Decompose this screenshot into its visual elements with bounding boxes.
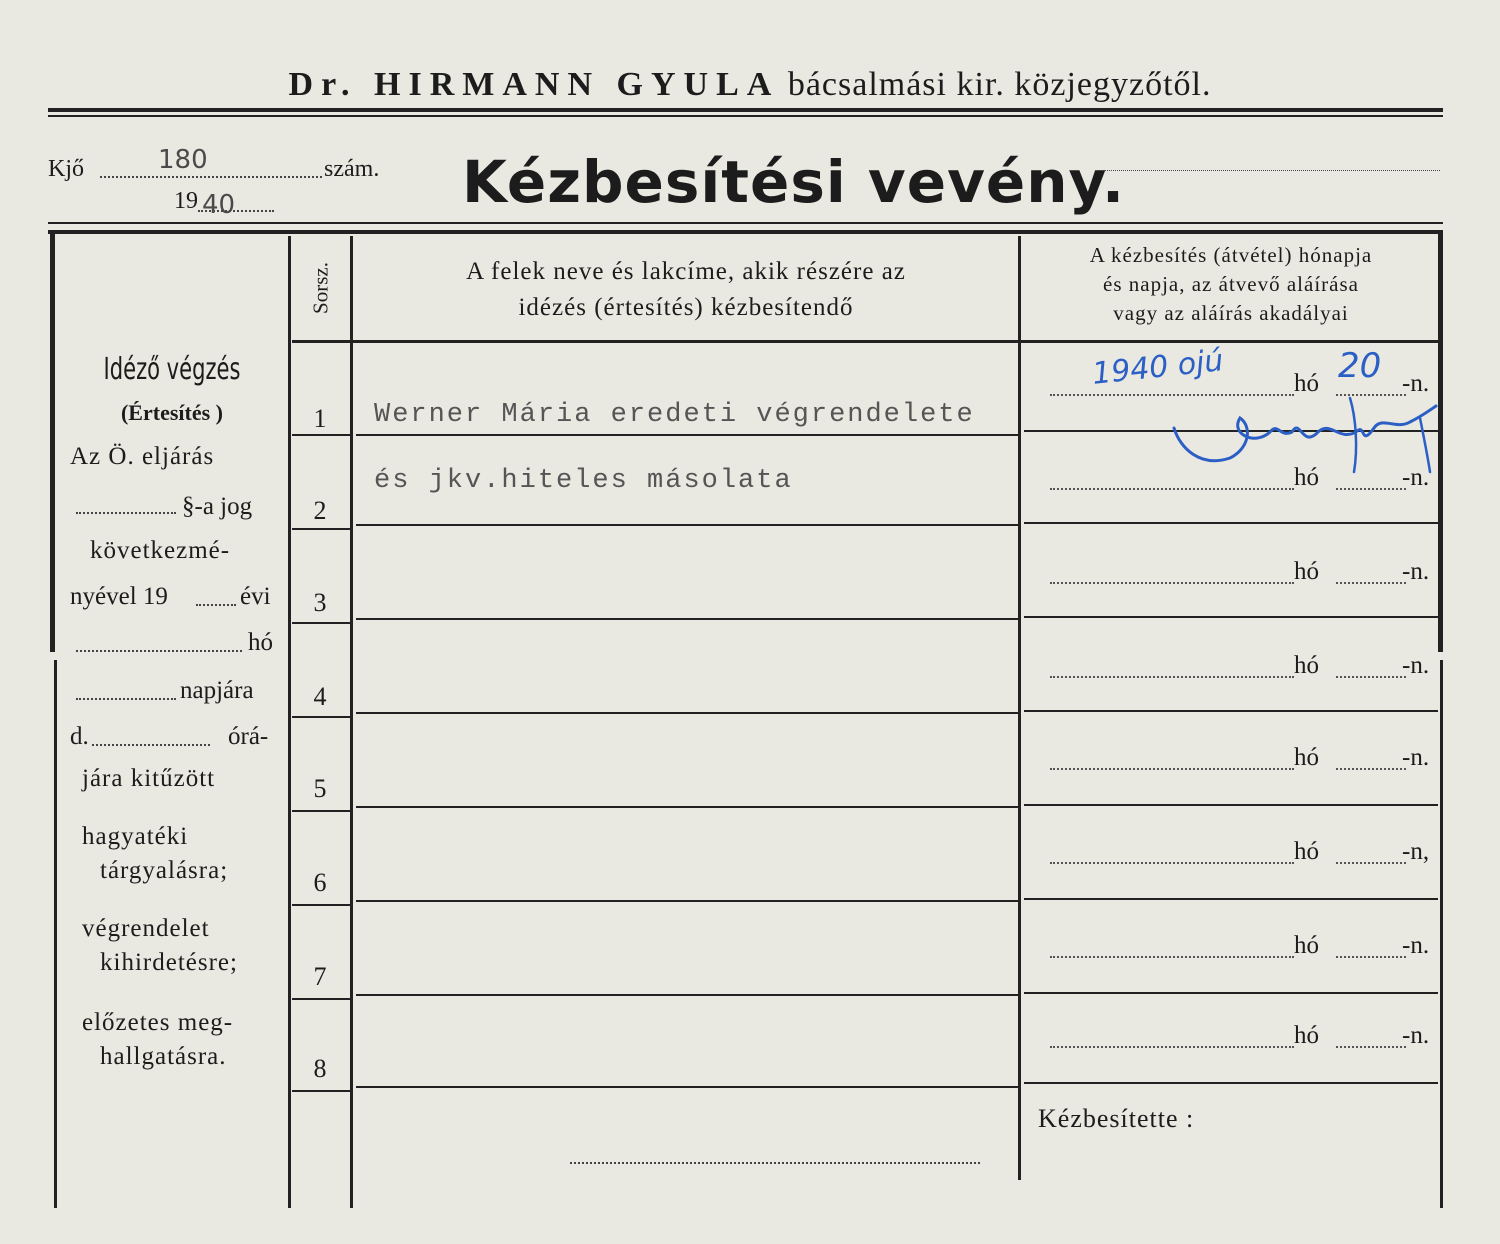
row-number: 6 — [313, 868, 327, 897]
left-line-6: napjára — [180, 677, 254, 704]
names-header-line1: A felek neve és lakcíme, akik részére az — [466, 258, 906, 285]
header-bottom-rule — [292, 340, 1438, 343]
col-sep-2 — [350, 236, 353, 1208]
handwritten-day: 20 — [1338, 346, 1382, 386]
delivery-date-row: hó -n. — [1050, 370, 1440, 402]
footer-signature-dots — [570, 1162, 980, 1164]
left-border-lower — [54, 660, 57, 1208]
row-number: 5 — [313, 774, 327, 803]
left-panel-heading: Idéző végzés — [103, 352, 241, 387]
delivery-date-row: hó -n. — [1050, 558, 1440, 590]
left-line-2: §-a jog — [182, 493, 253, 520]
right-border-lower — [1440, 660, 1443, 1208]
delivery-date-row: hó -n. — [1050, 652, 1440, 684]
left-line-12: kihirdetésre; — [100, 949, 238, 976]
left-line-14: hallgatásra. — [100, 1043, 227, 1070]
row-number: 3 — [313, 588, 327, 617]
left-line-5: hó — [248, 629, 273, 656]
left-line-1: Az Ö. eljárás — [70, 443, 215, 470]
ref-year-prefix: 19 — [174, 188, 198, 214]
delivery-header-line3: vagy az aláírás akadályai — [1113, 301, 1349, 325]
sorsz-header — [296, 240, 346, 336]
typed-entry-line2: és jkv.hiteles másolata — [374, 466, 793, 496]
row-number: 1 — [313, 404, 327, 433]
ref-year: 40 — [202, 190, 236, 220]
names-header — [356, 254, 1016, 326]
delivery-date-row: hó -n. — [1050, 1022, 1440, 1054]
col-sep-3 — [1018, 236, 1021, 1180]
title-right-dots — [1098, 170, 1440, 171]
typed-entry-line1: Werner Mária eredeti végrendelete — [374, 400, 975, 430]
left-line-7a: d. — [70, 723, 89, 750]
table-top-rule-bold — [48, 230, 1443, 234]
delivery-header — [1024, 241, 1438, 328]
left-line-7b: órá- — [228, 723, 269, 750]
notary-name: Dr. HIRMANN GYULA — [288, 66, 780, 103]
delivery-date-row: hó -n, — [1050, 838, 1440, 870]
left-line-13: előzetes meg- — [82, 1009, 234, 1036]
document-title: Kézbesítési vevény. — [462, 148, 1126, 216]
issuer-header — [0, 66, 1500, 104]
left-line-4a: nyével 19 — [70, 583, 168, 610]
left-border-upper — [50, 232, 55, 652]
left-line-8: jára kitűzött — [82, 765, 216, 792]
left-panel-subheading: (Értesítés ) — [120, 400, 223, 425]
delivery-date-row: hó -n. — [1050, 932, 1440, 964]
ref-number-dots — [100, 176, 322, 178]
sorsz-label: Sorsz. — [308, 262, 333, 314]
left-line-10: tárgyalásra; — [100, 857, 229, 884]
header-double-rule-bottom — [48, 115, 1443, 117]
delivery-header-line2: és napja, az átvevő aláírása — [1103, 272, 1359, 296]
ref-suffix: szám. — [324, 156, 380, 182]
notary-office: bácsalmási kir. közjegyzőtől. — [787, 66, 1212, 103]
row-number: 2 — [313, 496, 327, 525]
delivery-date-row: hó -n. — [1050, 744, 1440, 776]
col-sep-1 — [288, 236, 291, 1208]
left-line-3: következmé- — [90, 537, 231, 564]
row-number: 8 — [313, 1054, 327, 1083]
header-double-rule-top — [48, 108, 1443, 112]
row-number: 7 — [313, 962, 327, 991]
left-line-4b: évi — [240, 583, 271, 610]
names-header-line2: idézés (értesítés) kézbesítendő — [518, 294, 854, 321]
left-line-11: végrendelet — [82, 915, 210, 942]
row-number: 4 — [313, 682, 327, 711]
handwritten-date: 1940 ojú — [1090, 343, 1226, 392]
delivered-by-label: Kézbesítette : — [1038, 1104, 1195, 1133]
delivery-header-line1: A kézbesítés (átvétel) hónapja — [1089, 243, 1373, 267]
ref-prefix: Kjő — [48, 156, 84, 182]
handwritten-signature — [1160, 388, 1445, 480]
delivery-date-row: hó -n. — [1050, 464, 1440, 496]
table-top-rule — [48, 222, 1443, 224]
ref-number: 180 — [158, 145, 208, 175]
left-line-9: hagyatéki — [82, 823, 189, 850]
